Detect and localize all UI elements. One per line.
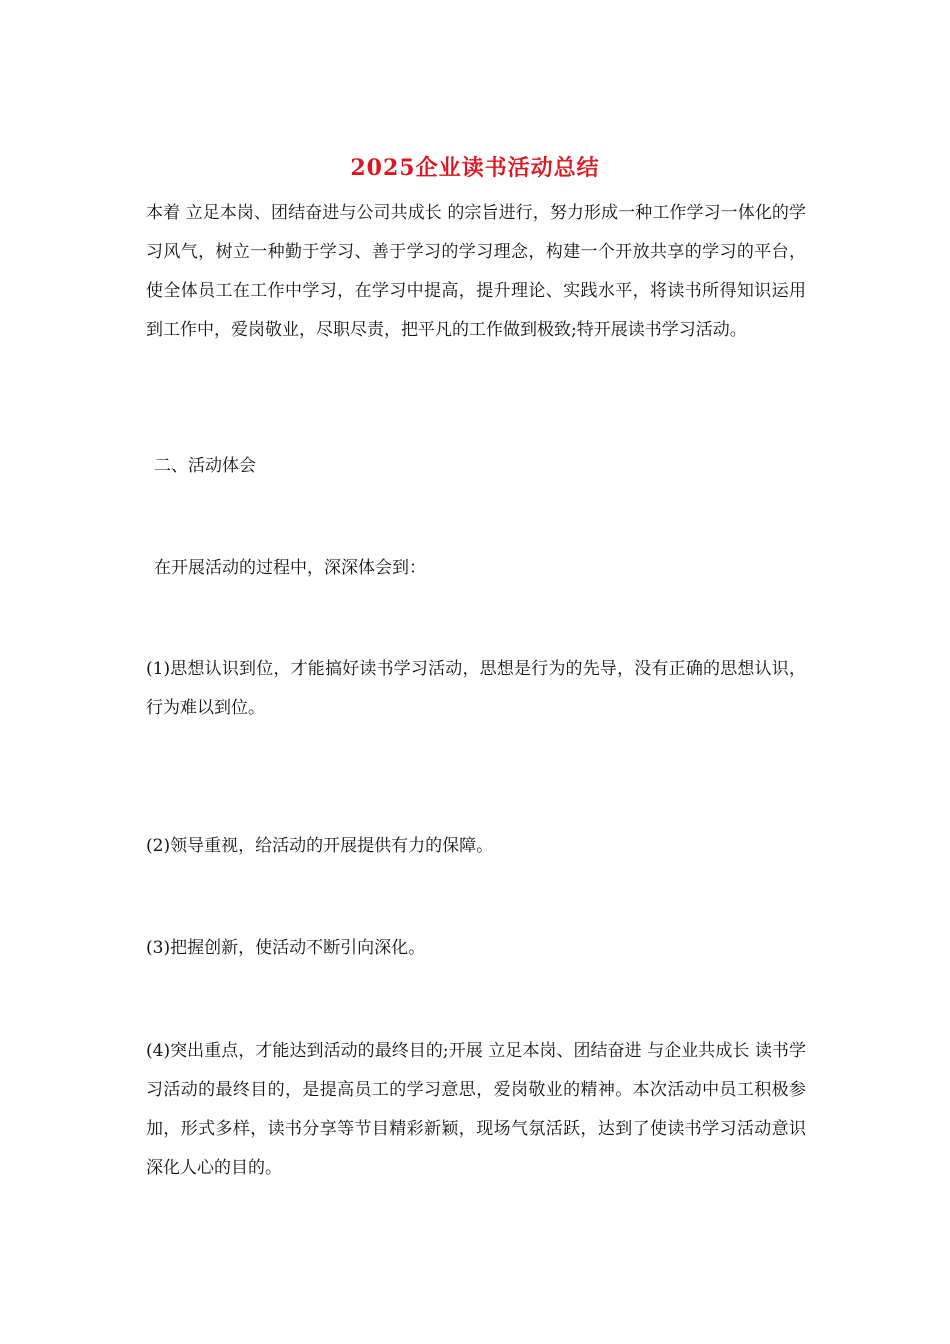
list-item-1: (1)思想认识到位，才能搞好读书学习活动，思想是行为的先导，没有正确的思想认识，行为难以到位。 (146, 659, 806, 718)
document-title: 2025企业读书活动总结 (350, 155, 600, 181)
intro-paragraph: 本着 立足本岗、团结奋进与公司共成长 的宗旨进行，努力形成一种工作学习一体化的学习风气，树立一种勤于学习、善于学习的学习理念，构建一个开放共享的学习的平台，使全体员工在工作中学习，在学习中提高，提升理论、实践水平，将读书所得知识运用到工作中，爱岗敬业，尽职尽责，把平凡的工作做到极致;特开展读书学习活动。 (146, 203, 806, 340)
list-item-3: (3)把握创新，使活动不断引向深化。 (146, 938, 426, 958)
list-item-4: (4)突出重点，才能达到活动的最终目的;开展 立足本岗、团结奋进 与企业共成长 读书学习活动的最终目的，是提高员工的学习意思，爱岗敬业的精神。本次活动中员工积极参加，形式多样，读书分享等节目精彩新颖，现场气氛活跃，达到了使读书学习活动意识深化人心的目的。 (146, 1041, 806, 1178)
lead-paragraph: 在开展活动的过程中，深深体会到： (154, 558, 426, 578)
section-heading: 二、活动体会 (154, 456, 256, 476)
list-item-2: (2)领导重视，给活动的开展提供有力的保障。 (146, 836, 494, 856)
